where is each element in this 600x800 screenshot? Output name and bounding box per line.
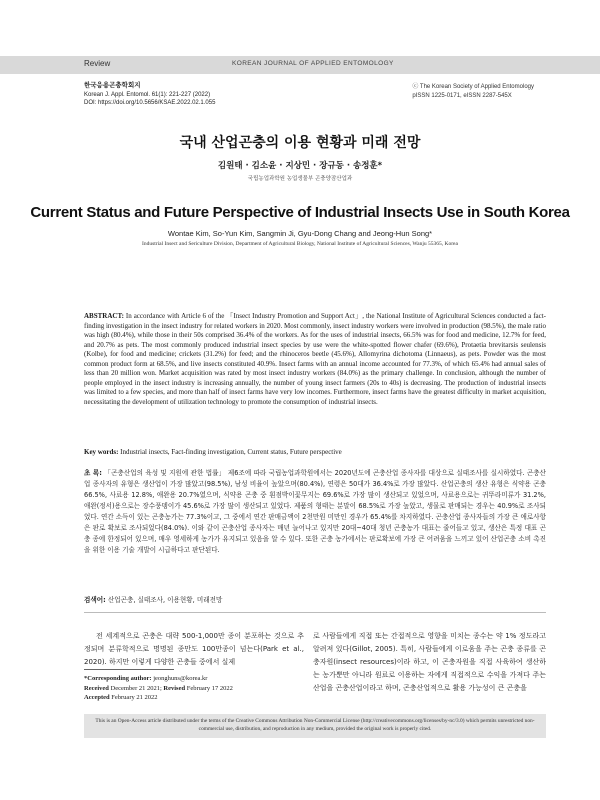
corresponding-author [84,674,304,684]
received-label: Received [84,684,109,692]
body-column-right: 로 사람들에게 직접 또는 간접적으로 영향을 미치는 종수는 약 1% 정도라고 알려져 있다(Gillot, 2005). 특히, 사람들에게 이로움을 주는 곤충 종류를 곤충자원(insect resources)이라 하고, 이 곤충자원을 직접 사육하여 생산하는 농가뿐만 아니라 원료로 이용하는 자에게 직접적으로 수익을 가져다 주는 산업을 곤충산업이라고 하며, 곤충산업적으로 활용 가능성이 큰 곤충을 [313,632,546,692]
authors-korean: 김원태 · 김소윤 · 지상민 · 장규동 · 송정훈* [217,161,383,171]
section-divider [84,612,546,613]
keywords-korean [84,594,546,604]
abstract-ko-text: 「곤충산업의 육성 및 지원에 관한 법률」 제6조에 따라 국립농업과학원에서는 2020년도에 곤충산업 종사자를 대상으로 실태조사를 실시하였다. 곤충산업 종사자의 유형은 생산업이 가장 많았고(98.5%), 남성 비율이 높았으며(80.4%), 연령은 50대가 36.4%로 가장 많았다. 산업곤충의 생산 유형은 식약용 곤충 66.5%, 사료용 12.8%, 애완용 20.7%였으며, 식약용 곤충 중 흰점박이꽃무지는 69.6%로 가장 많이 생산되고 있었으며, 사료용으로는 귀뚜라미류가 31.2%, 애완(정서)용으로는 장수풍뎅이가 45.6%로 가장 많이 생산되고 있었다. 제품의 형태는 분말이 68.5%로 가장 높았고, 생물로 판매되는 경우는 40.9%로 조사되었다. 연간 소득이 있는 곤충농가는 77.3%이고, 그 중에서 연간 판매금액이 2천만원 미만인 경우가 65.4%를 차지하였다. 곤충산업 종사자들의 가장 큰 애로사항은 판로 확보로 조사되었다(84.0%). 이와 같이 곤충산업 종사자는 매년 늘어나고 있지만 20대~40대 청년 곤충농가 대표는 줄어들고 있고, 생산은 특정 대표 곤충 종에 한정되어 있으며, 매우 영세하게 농가가 유지되고 있음을 알 수 있다. 또한 곤충 농가에서는 판로확보에 가장 큰 어려움을 느끼고 있어 산업곤충 소비 촉진을 위한 이용 기술 개발이 시급하다고 판단된다. [84,469,547,554]
keywords-text: Industrial insects, Fact-finding investigation, Current status, Future perspective [118,448,342,456]
issn: pISSN 1225-0171, eISSN 2287-545X [412,92,512,99]
accepted-label: Accepted [84,694,110,701]
accepted-date: February 21 2022 [109,694,158,701]
section-label: Review [84,59,111,68]
abstract-korean [84,468,546,556]
citation-block [84,82,215,108]
running-header [0,56,600,74]
revised-label: Revised [163,684,186,692]
copyright-block [412,83,534,100]
body-column-left [84,630,304,669]
footnote-rule [84,669,174,670]
title-english: Current Status and Future Perspective of Industrial Insects Use in South Korea [30,204,570,221]
keywords-ko-label: 검색어: [84,596,106,604]
license-notice: This is an Open-Access article distributed under the terms of the Creative Commons Attribution Non-Commercial License (http://creativecommons.org/licenses/by-nc/3.0) which permits unrestricted non-commercial use, distribution, and reproduction in any medium, provided the original work is properly cited. [84,714,546,738]
revised-date: February 17 2022 [185,684,233,692]
footnote [84,674,304,703]
accepted [84,693,304,703]
authors-english: Wontae Kim, So-Yun Kim, Sangmin Ji, Gyu-Dong Chang and Jeong-Hun Song* [167,229,433,238]
corresponding-label: *Corresponding author: [84,675,152,682]
received-revised [84,684,304,694]
journal-name-ko: 한국응용곤충학회지 [84,82,141,89]
received-date: December 21 2021; [108,684,164,692]
affiliation-korean: 국립농업과학원 농업생물부 곤충양잠산업과 [247,176,353,182]
keywords-english [84,448,546,456]
body-left-text: 전 세계적으로 곤충은 대략 500-1,000만 종이 분포하는 것으로 추정되며 분류학적으로 명명된 종만도 100만종이 넘는다(Park et al., 2020). 하지만 이렇게 다양한 곤충들 중에서 실제 [84,632,304,666]
corresponding-email[interactable]: jeonghuns@korea.kr [151,675,208,682]
keywords-label: Key words: [84,448,119,456]
affiliation-english: Industrial Insect and Sericulture Division, Department of Agricultural Biology, National Institute of Agricultural Sciences, Wanju 55365, Korea [142,241,458,247]
journal-name: KOREAN JOURNAL OF APPLIED ENTOMOLOGY [232,60,394,67]
abstract-text: In accordance with Article 6 of the 「Insect Industry Promotion and Support Act」, the National Institute of Agricultural Sciences conducted a fact-finding investigation in the insect industry for related workers in 2020. Most commonly, insect industry workers were involved in production (98.5%), the male ratio was high (80.4%), while those in their 50s comprised 36.4% of the workers. As for the uses of industrial insects, 66.5% was for food and medicine, 12.7% for feed, and 20.7% as pets. The most commonly produced industrial insect species by use were the white-spotted flower chafer (69.6%), Protaetia brevitarsis seulensis (Kolbe), for food and medicine; crickets (31.2%) for feed; and the rhinoceros beetle (45.6%), Allomyrina dichotoma (Linnaeus), as pets. Powder was the most common product form at 68.5%, and live insects constituted 40.9%. Insect farms with an annual income accounted for 77.3%, of which 65.4% had annual sales of less than 20 million won. Market acquisition was rated by most insect industry workers (84.0%) as the primary challenge. In conclusion, although the number of people employed in the insect industry is increasing annually, the number of young insect farmers (20s to 40s) is decreasing. The production of industrial insects was limited to a few species, and more than half of insect farms have very low incomes. Furthermore, insect farms have the greatest difficulty in market acquisition, necessitating the development of utilization technology to promote the consumption of industrial insects. [84,312,547,406]
title-korean: 국내 산업곤충의 이용 현황과 미래 전망 [179,135,421,151]
abstract-label: ABSTRACT: [84,312,124,320]
citation: Korean J. Appl. Entomol. 61(1): 221-227 (2022) [84,91,211,98]
abstract-english [84,312,546,407]
keywords-ko-text: 산업곤충, 실태조사, 이용현황, 미래전망 [105,596,223,604]
abstract-ko-label: 초 록: [84,469,102,477]
copyright: ⓒ The Korean Society of Applied Entomology [412,84,534,90]
doi-link[interactable]: DOI: https://doi.org/10.5656/KSAE.2022.02.1.055 [84,100,216,106]
